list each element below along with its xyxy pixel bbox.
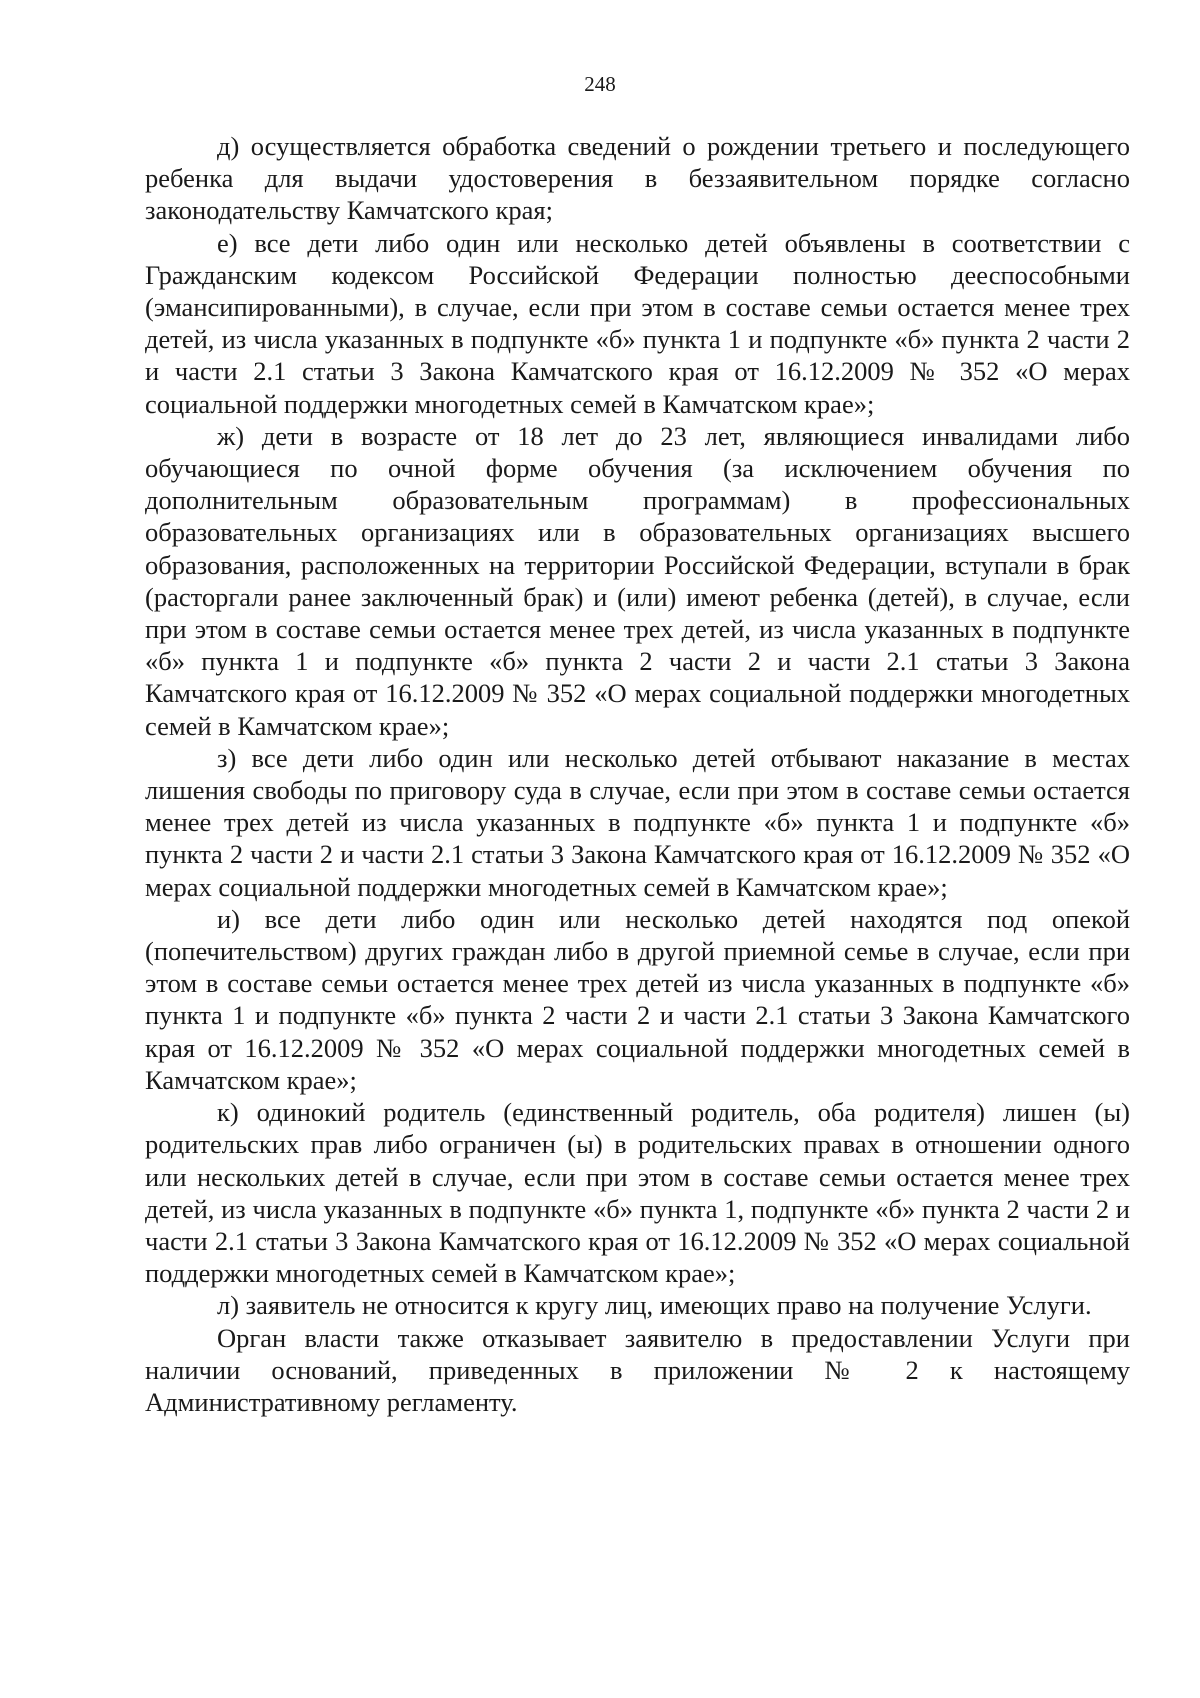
page-number: 248: [584, 72, 616, 96]
paragraph-zh: ж) дети в возрасте от 18 лет до 23 лет, являющиеся инвалидами либо обучающиеся по очной форме обучения (за исключением обучения по дополнительным образовательным программам) в профессиональных образовательных организациях или в образовательных организациях высшего образования, расположенных на территории Российской Федерации, вступали в брак (расторгали ранее заключенный брак) и (или) имеют ребенка (детей), в случае, если при этом в составе семьи остается менее трех детей, из числа указанных в подпункте «б» пункта 1 и подпункте «б» пункта 2 части 2 и части 2.1 статьи 3 Закона Камчатского края от 16.12.2009 № 352 «О мерах социальной поддержки многодетных семей в Камчатском крае»;: [145, 420, 1130, 741]
document-body: [145, 130, 1130, 1418]
paragraph-i: и) все дети либо один или несколько детей находятся под опекой (попечительством) других граждан либо в другой приемной семье в случае, если при этом в составе семьи остается менее трех детей из числа указанных в подпункте «б» пункта 1 и подпункте «б» пункта 2 части 2 и части 2.1 статьи 3 Закона Камчатского края от 16.12.2009 № 352 «О мерах социальной поддержки многодетных семей в Камчатском крае»;: [145, 903, 1130, 1095]
paragraph-e: е) все дети либо один или несколько детей объявлены в соответствии с Гражданским кодексом Российской Федерации полностью дееспособными (эмансипированными), в случае, если при этом в составе семьи остается менее трех детей, из числа указанных в подпункте «б» пункта 1 и подпункте «б» пункта 2 части 2 и части 2.1 статьи 3 Закона Камчатского края от 16.12.2009 № 352 «О мерах социальной поддержки многодетных семей в Камчатском крае»;: [145, 227, 1130, 419]
paragraph-l: л) заявитель не относится к кругу лиц, имеющих право на получение Услуги.: [217, 1290, 1092, 1321]
paragraph-k: к) одинокий родитель (единственный родитель, оба родителя) лишен (ы) родительских прав либо ограничен (ы) в родительских правах в отношении одного или нескольких детей в случае, если при этом в составе семьи остается менее трех детей, из числа указанных в подпункте «б» пункта 1, подпункте «б» пункта 2 части 2 и части 2.1 статьи 3 Закона Камчатского края от 16.12.2009 № 352 «О мерах социальной поддержки многодетных семей в Камчатском крае»;: [145, 1097, 1130, 1289]
paragraph-refusal-grounds: Орган власти также отказывает заявителю в предоставлении Услуги при наличии оснований, приведенных в приложении № 2 к настоящему Административному регламенту.: [145, 1322, 1130, 1417]
paragraph-z: з) все дети либо один или несколько детей отбывают наказание в местах лишения свободы по приговору суда в случае, если при этом в составе семьи остается менее трех детей из числа указанных в подпункте «б» пункта 1 и подпункте «б» пункта 2 части 2 и части 2.1 статьи 3 Закона Камчатского края от 16.12.2009 № 352 «О мерах социальной поддержки многодетных семей в Камчатском крае»;: [145, 742, 1130, 902]
paragraph-d: д) осуществляется обработка сведений о рождении третьего и последующего ребенка для выдачи удостоверения в беззаявительном порядке согласно законодательству Камчатского края;: [145, 131, 1130, 226]
